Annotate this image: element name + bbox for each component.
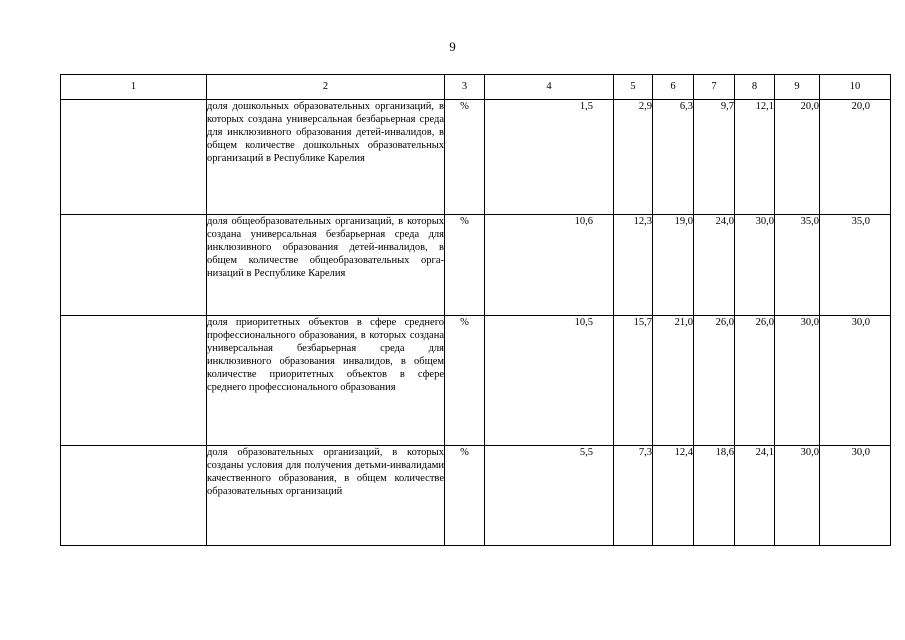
value-cell: 5,5	[485, 446, 614, 546]
header-col-7: 7	[694, 75, 735, 100]
value-cell: 30,0	[775, 446, 820, 546]
unit-cell: %	[445, 215, 485, 316]
table-row	[61, 215, 891, 316]
value-cell: 19,0	[653, 215, 694, 316]
indicator-description: доля приоритетных объектов в сфере среднего профессионального образования, в которых создана универсальная безбарьерная среда для инклюзивного образования инвалидов, в общем количестве приоритетных объектов в сфере среднего профессионального образования	[207, 316, 445, 446]
header-row	[61, 75, 891, 100]
header-col-8: 8	[735, 75, 775, 100]
row-program-cell	[61, 316, 207, 446]
header-col-4: 4	[485, 75, 614, 100]
indicator-description: доля дошкольных образовательных организаций, в которых создана универсальная безбарьерная среда для инклюзивного образования детей-инвалидов, в общем количестве дошкольных образовательных организаций в Республике Карелия	[207, 100, 445, 215]
header-col-2: 2	[207, 75, 445, 100]
value-cell: 30,0	[775, 316, 820, 446]
row-program-cell	[61, 446, 207, 546]
value-cell: 9,7	[694, 100, 735, 215]
row-program-cell	[61, 215, 207, 316]
value-cell: 15,7	[614, 316, 653, 446]
unit-cell: %	[445, 100, 485, 215]
page-number: 9	[449, 39, 456, 54]
unit-cell: %	[445, 446, 485, 546]
value-cell: 1,5	[485, 100, 614, 215]
indicators-table	[60, 74, 891, 546]
table-row	[61, 316, 891, 446]
value-cell: 20,0	[820, 100, 891, 215]
header-col-6: 6	[653, 75, 694, 100]
value-cell: 30,0	[820, 316, 891, 446]
value-cell: 35,0	[820, 215, 891, 316]
header-col-9: 9	[775, 75, 820, 100]
unit-cell: %	[445, 316, 485, 446]
value-cell: 10,5	[485, 316, 614, 446]
value-cell: 20,0	[775, 100, 820, 215]
value-cell: 21,0	[653, 316, 694, 446]
value-cell: 7,3	[614, 446, 653, 546]
header-col-5: 5	[614, 75, 653, 100]
value-cell: 18,6	[694, 446, 735, 546]
value-cell: 35,0	[775, 215, 820, 316]
value-cell: 12,1	[735, 100, 775, 215]
value-cell: 26,0	[735, 316, 775, 446]
value-cell: 24,1	[735, 446, 775, 546]
header-col-1: 1	[61, 75, 207, 100]
header-col-3: 3	[445, 75, 485, 100]
value-cell: 12,4	[653, 446, 694, 546]
value-cell: 6,3	[653, 100, 694, 215]
value-cell: 2,9	[614, 100, 653, 215]
value-cell: 12,3	[614, 215, 653, 316]
value-cell: 24,0	[694, 215, 735, 316]
table-row	[61, 446, 891, 546]
table-row	[61, 100, 891, 215]
value-cell: 30,0	[735, 215, 775, 316]
row-program-cell	[61, 100, 207, 215]
value-cell: 10,6	[485, 215, 614, 316]
indicator-description: доля общеобразовательных организаций, в которых создана универсальная безбарьерная среда для инклюзивного образования детей-инвалидов, в общем количестве общеобразовательных организаций в Республике Карелия	[207, 215, 445, 316]
indicator-description: доля образовательных организаций, в которых созданы условия для получения детьми-инвалидами качественного образования, в общем количестве образовательных организаций	[207, 446, 445, 546]
value-cell: 30,0	[820, 446, 891, 546]
header-col-10: 10	[820, 75, 891, 100]
value-cell: 26,0	[694, 316, 735, 446]
